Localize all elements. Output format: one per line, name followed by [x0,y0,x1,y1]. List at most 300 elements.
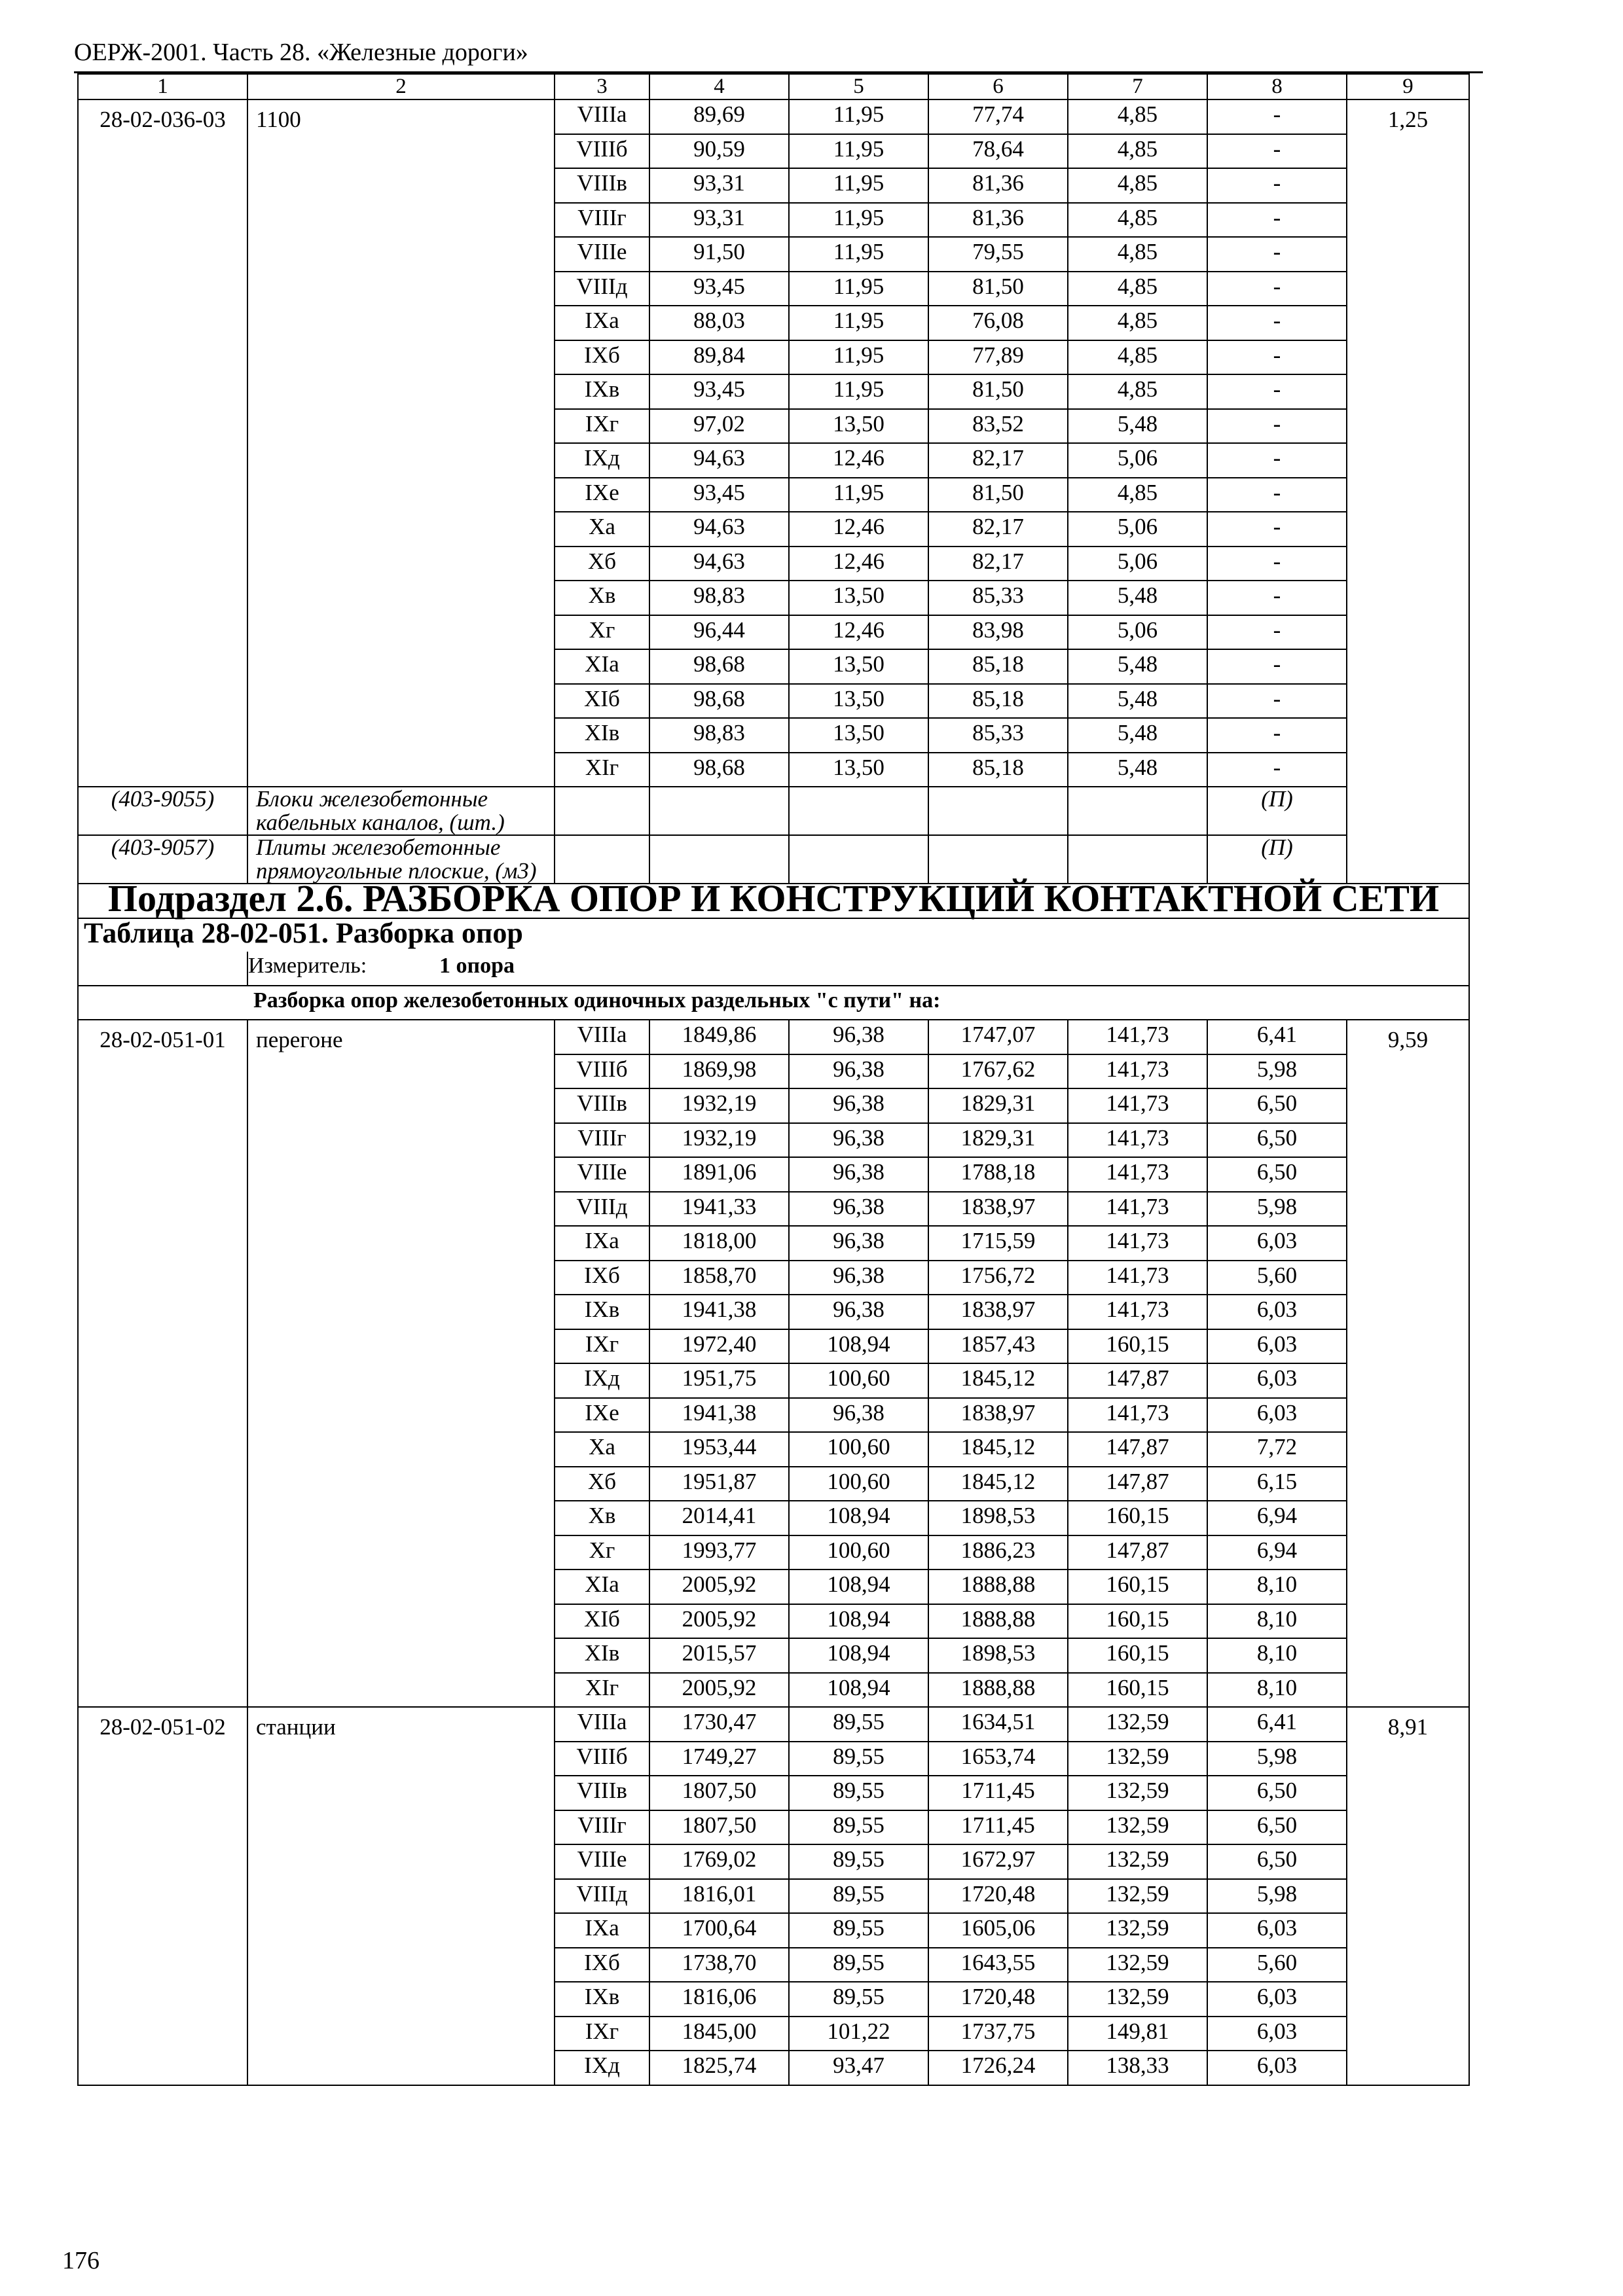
category-cell: XIв [555,1638,649,1673]
value-cell: 11,95 [789,478,928,512]
value-cell: 96,38 [789,1398,928,1433]
value-cell: 81,50 [928,374,1068,409]
value-cell: 96,38 [789,1123,928,1158]
value-cell: 5,48 [1068,409,1207,444]
value-cell: 1767,62 [928,1054,1068,1089]
category-cell: Xа [555,1432,649,1467]
category-cell: IXб [555,340,649,375]
value-cell: 2005,92 [649,1673,789,1708]
value-cell: 5,06 [1068,547,1207,581]
value-cell: 1807,50 [649,1810,789,1845]
value-cell: 100,60 [789,1363,928,1398]
value-cell: 6,03 [1207,1329,1347,1364]
category-cell: Xа [555,512,649,547]
value-cell: 89,55 [789,1948,928,1982]
value-cell: 141,73 [1068,1295,1207,1329]
value-cell: - [1207,684,1347,719]
value-cell: - [1207,649,1347,684]
category-cell: XIб [555,1604,649,1639]
value-cell: 1749,27 [649,1742,789,1776]
value-cell: 89,55 [789,1879,928,1914]
value-cell: 5,48 [1068,649,1207,684]
value-cell: 89,55 [789,1776,928,1810]
value-cell: 160,15 [1068,1638,1207,1673]
value-cell: 2014,41 [649,1501,789,1535]
value-cell: 108,94 [789,1570,928,1604]
value-cell: 12,46 [789,547,928,581]
value-cell: 8,10 [1207,1570,1347,1604]
value-cell: 141,73 [1068,1398,1207,1433]
value-cell: 96,38 [789,1192,928,1227]
category-cell: IXд [555,2051,649,2085]
value-cell: 4,85 [1068,237,1207,272]
value-cell: 4,85 [1068,306,1207,340]
value-cell: 6,03 [1207,1913,1347,1948]
page-header: ОЕРЖ-2001. Часть 28. «Железные дороги» [74,39,528,66]
value-cell: 89,55 [789,1913,928,1948]
value-cell: - [1207,409,1347,444]
value-cell: 5,06 [1068,512,1207,547]
value-cell: 89,55 [789,1810,928,1845]
value-cell: 96,38 [789,1157,928,1192]
value-cell: 1711,45 [928,1810,1068,1845]
value-cell: - [1207,615,1347,650]
column-number: 2 [247,74,555,99]
category-cell: IXа [555,1913,649,1948]
category-cell: IXд [555,443,649,478]
value-cell: 147,87 [1068,1363,1207,1398]
value-cell: 1993,77 [649,1535,789,1570]
value-cell: 141,73 [1068,1261,1207,1295]
value-cell: 6,03 [1207,1982,1347,2017]
category-cell: VIIIа [555,1020,649,1054]
value-cell: 93,45 [649,272,789,306]
value-cell: 6,94 [1207,1535,1347,1570]
category-cell: XIв [555,718,649,753]
category-cell: VIIIг [555,203,649,238]
value-cell: 1845,12 [928,1467,1068,1501]
value-cell: 1845,12 [928,1363,1068,1398]
value-cell: 141,73 [1068,1157,1207,1192]
value-cell: - [1207,374,1347,409]
value-cell: 5,48 [1068,684,1207,719]
table-row [78,99,1469,134]
col9-value: 1,25 [1347,99,1469,884]
value-cell: 78,64 [928,134,1068,169]
value-cell: 85,18 [928,649,1068,684]
value-cell: 81,50 [928,272,1068,306]
category-cell: XIа [555,649,649,684]
category-cell: VIIIб [555,1742,649,1776]
value-cell: 6,50 [1207,1157,1347,1192]
value-cell: 6,41 [1207,1707,1347,1742]
value-cell: 81,36 [928,203,1068,238]
category-cell: XIг [555,1673,649,1708]
value-cell: 5,98 [1207,1054,1347,1089]
value-cell: - [1207,134,1347,169]
value-cell: 12,46 [789,615,928,650]
value-cell: 11,95 [789,168,928,203]
value-cell: 94,63 [649,547,789,581]
value-cell: 1838,97 [928,1295,1068,1329]
note-text: Блоки железобетонные кабельных каналов, (шт.) [247,787,555,835]
value-cell: 1951,75 [649,1363,789,1398]
value-cell: 13,50 [789,649,928,684]
value-cell: 132,59 [1068,1742,1207,1776]
value-cell: 1715,59 [928,1226,1068,1261]
value-cell: 1838,97 [928,1398,1068,1433]
category-cell: VIIIе [555,237,649,272]
value-cell: 83,98 [928,615,1068,650]
empty-cell [789,835,928,884]
work-name: перегоне [247,1020,555,1707]
subsection-row [78,884,1469,918]
value-cell: 11,95 [789,306,928,340]
value-cell: 4,85 [1068,478,1207,512]
value-cell: 132,59 [1068,1707,1207,1742]
value-cell: 1825,74 [649,2051,789,2085]
category-cell: Xг [555,615,649,650]
value-cell: 13,50 [789,409,928,444]
value-cell: 1888,88 [928,1604,1068,1639]
value-cell: 160,15 [1068,1329,1207,1364]
value-cell: 89,69 [649,99,789,134]
value-cell: 4,85 [1068,340,1207,375]
value-cell: 11,95 [789,374,928,409]
norms-table [77,73,1470,2086]
value-cell: 5,48 [1068,581,1207,615]
value-cell: 138,33 [1068,2051,1207,2085]
value-cell: 5,06 [1068,443,1207,478]
value-cell: 160,15 [1068,1570,1207,1604]
value-cell: 132,59 [1068,1810,1207,1845]
value-cell: 1941,38 [649,1398,789,1433]
value-cell: 108,94 [789,1604,928,1639]
value-cell: 82,17 [928,443,1068,478]
value-cell: 89,55 [789,1707,928,1742]
value-cell: 1932,19 [649,1088,789,1123]
value-cell: 13,50 [789,753,928,787]
value-cell: 1953,44 [649,1432,789,1467]
value-cell: 6,03 [1207,2017,1347,2051]
value-cell: 1807,50 [649,1776,789,1810]
note-code: (403-9055) [78,787,247,835]
value-cell: 132,59 [1068,1879,1207,1914]
value-cell: 141,73 [1068,1123,1207,1158]
column-number: 7 [1068,74,1207,99]
column-number: 3 [555,74,649,99]
value-cell: 108,94 [789,1501,928,1535]
value-cell: 85,18 [928,684,1068,719]
value-cell: 141,73 [1068,1054,1207,1089]
empty-cell [789,787,928,835]
category-cell: Xв [555,1501,649,1535]
empty-cell [555,835,649,884]
category-cell: VIIIд [555,1192,649,1227]
value-cell: 96,38 [789,1261,928,1295]
category-cell: VIIIа [555,1707,649,1742]
value-cell: 7,72 [1207,1432,1347,1467]
category-cell: IXб [555,1948,649,1982]
value-cell: 85,18 [928,753,1068,787]
category-cell: Xг [555,1535,649,1570]
value-cell: 89,55 [789,1844,928,1879]
value-cell: 1737,75 [928,2017,1068,2051]
category-cell: Xв [555,581,649,615]
value-cell: 6,50 [1207,1844,1347,1879]
value-cell: 1898,53 [928,1501,1068,1535]
value-cell: 1634,51 [928,1707,1068,1742]
note-mark: (П) [1207,835,1347,884]
value-cell: 77,74 [928,99,1068,134]
category-cell: IXв [555,1295,649,1329]
value-cell: 141,73 [1068,1020,1207,1054]
category-cell: VIIIв [555,1088,649,1123]
value-cell: 2005,92 [649,1604,789,1639]
value-cell: 1972,40 [649,1329,789,1364]
value-cell: 85,33 [928,718,1068,753]
category-cell: XIб [555,684,649,719]
value-cell: 83,52 [928,409,1068,444]
category-cell: VIIIг [555,1810,649,1845]
value-cell: 96,38 [789,1020,928,1054]
value-cell: 1816,06 [649,1982,789,2017]
measure-label: Измеритель: [248,954,367,978]
category-cell: IXе [555,1398,649,1433]
value-cell: 5,98 [1207,1742,1347,1776]
value-cell: 6,94 [1207,1501,1347,1535]
value-cell: 96,44 [649,615,789,650]
rate-code: 28-02-051-02 [78,1707,247,2085]
value-cell: 89,55 [789,1982,928,2017]
value-cell: - [1207,237,1347,272]
value-cell: 97,02 [649,409,789,444]
table-title-row [78,918,1469,952]
value-cell: 90,59 [649,134,789,169]
note-row [78,835,1469,884]
value-cell: 98,68 [649,649,789,684]
value-cell: 1738,70 [649,1948,789,1982]
empty-cell [649,835,789,884]
table-title: Таблица 28-02-051. Разборка опор [78,918,1469,952]
value-cell: 12,46 [789,443,928,478]
value-cell: 4,85 [1068,134,1207,169]
value-cell: 2015,57 [649,1638,789,1673]
value-cell: 1888,88 [928,1673,1068,1708]
value-cell: 79,55 [928,237,1068,272]
value-cell: 8,10 [1207,1673,1347,1708]
value-cell: 6,50 [1207,1776,1347,1810]
value-cell: 1869,98 [649,1054,789,1089]
value-cell: 1941,33 [649,1192,789,1227]
value-cell: 4,85 [1068,272,1207,306]
table-row [78,1707,1469,1742]
measure-spacer [78,952,247,986]
value-cell: 77,89 [928,340,1068,375]
value-cell: 6,15 [1207,1467,1347,1501]
value-cell: 1700,64 [649,1913,789,1948]
value-cell: - [1207,203,1347,238]
value-cell: 94,63 [649,443,789,478]
value-cell: - [1207,99,1347,134]
subsection-title: Подраздел 2.6. РАЗБОРКА ОПОР И КОНСТРУКЦИЙ КОНТАКТНОЙ СЕТИ [78,884,1469,918]
value-cell: 96,38 [789,1226,928,1261]
value-cell: 6,50 [1207,1088,1347,1123]
value-cell: 1720,48 [928,1982,1068,2017]
category-cell: VIIIб [555,134,649,169]
category-cell: VIIIг [555,1123,649,1158]
rate-code: 28-02-036-03 [78,99,247,787]
value-cell: 1747,07 [928,1020,1068,1054]
value-cell: 6,50 [1207,1810,1347,1845]
measure-value: 1 опора [439,954,515,978]
category-cell: IXе [555,478,649,512]
value-cell: 141,73 [1068,1226,1207,1261]
value-cell: 89,84 [649,340,789,375]
note-mark: (П) [1207,787,1347,835]
value-cell: 5,98 [1207,1192,1347,1227]
category-cell: IXб [555,1261,649,1295]
column-number: 9 [1347,74,1469,99]
category-cell: IXг [555,1329,649,1364]
column-number: 1 [78,74,247,99]
category-cell: VIIIд [555,272,649,306]
column-number: 5 [789,74,928,99]
empty-cell [649,787,789,835]
value-cell: 13,50 [789,581,928,615]
category-cell: IXд [555,1363,649,1398]
value-cell: 1788,18 [928,1157,1068,1192]
category-cell: XIа [555,1570,649,1604]
value-cell: 1951,87 [649,1467,789,1501]
value-cell: 98,68 [649,684,789,719]
category-cell: VIIIе [555,1844,649,1879]
value-cell: 4,85 [1068,374,1207,409]
value-cell: 108,94 [789,1638,928,1673]
work-description: Разборка опор железобетонных одиночных раздельных "с пути" на: [78,986,1469,1020]
category-cell: VIIIб [555,1054,649,1089]
note-code: (403-9057) [78,835,247,884]
empty-cell [555,787,649,835]
value-cell: 5,98 [1207,1879,1347,1914]
value-cell: 1653,74 [928,1742,1068,1776]
value-cell: 89,55 [789,1742,928,1776]
value-cell: 6,03 [1207,1398,1347,1433]
value-cell: 82,17 [928,512,1068,547]
value-cell: 82,17 [928,547,1068,581]
value-cell: 11,95 [789,99,928,134]
value-cell: 11,95 [789,134,928,169]
value-cell: 4,85 [1068,203,1207,238]
value-cell: - [1207,547,1347,581]
value-cell: 149,81 [1068,2017,1207,2051]
col9-value: 8,91 [1347,1707,1469,2085]
value-cell: 11,95 [789,340,928,375]
value-cell: 1769,02 [649,1844,789,1879]
value-cell: 1849,86 [649,1020,789,1054]
category-cell: VIIIд [555,1879,649,1914]
value-cell: 4,85 [1068,99,1207,134]
column-number: 8 [1207,74,1347,99]
value-cell: 94,63 [649,512,789,547]
value-cell: 1857,43 [928,1329,1068,1364]
value-cell: 1888,88 [928,1570,1068,1604]
value-cell: 1756,72 [928,1261,1068,1295]
value-cell: 1845,00 [649,2017,789,2051]
column-number: 6 [928,74,1068,99]
value-cell: 132,59 [1068,1776,1207,1810]
value-cell: 160,15 [1068,1604,1207,1639]
value-cell: 6,03 [1207,1295,1347,1329]
category-cell: IXа [555,1226,649,1261]
value-cell: 1720,48 [928,1879,1068,1914]
value-cell: 93,31 [649,168,789,203]
value-cell: 101,22 [789,2017,928,2051]
category-cell: IXг [555,409,649,444]
category-cell: VIIIе [555,1157,649,1192]
value-cell: 147,87 [1068,1432,1207,1467]
category-cell: XIг [555,753,649,787]
value-cell: - [1207,340,1347,375]
value-cell: 1829,31 [928,1088,1068,1123]
value-cell: 76,08 [928,306,1068,340]
value-cell: 1845,12 [928,1432,1068,1467]
category-cell: IXа [555,306,649,340]
value-cell: - [1207,272,1347,306]
value-cell: - [1207,718,1347,753]
value-cell: 6,03 [1207,1226,1347,1261]
value-cell: 1816,01 [649,1879,789,1914]
value-cell: - [1207,478,1347,512]
value-cell: 132,59 [1068,1982,1207,2017]
empty-cell [1068,787,1207,835]
category-cell: VIIIв [555,168,649,203]
category-cell: Xб [555,1467,649,1501]
category-cell: IXв [555,1982,649,2017]
value-cell: 12,46 [789,512,928,547]
value-cell: 132,59 [1068,1844,1207,1879]
value-cell: 108,94 [789,1329,928,1364]
value-cell: 100,60 [789,1467,928,1501]
value-cell: 6,03 [1207,2051,1347,2085]
value-cell: 147,87 [1068,1535,1207,1570]
category-cell: IXв [555,374,649,409]
value-cell: - [1207,512,1347,547]
column-number-row [78,74,1469,99]
value-cell: 5,48 [1068,718,1207,753]
value-cell: 147,87 [1068,1467,1207,1501]
value-cell: 1829,31 [928,1123,1068,1158]
col9-value: 9,59 [1347,1020,1469,1707]
value-cell: 6,03 [1207,1363,1347,1398]
note-text: Плиты железобетонные прямоугольные плоские, (м3) [247,835,555,884]
value-cell: 160,15 [1068,1501,1207,1535]
value-cell: 160,15 [1068,1673,1207,1708]
value-cell: 11,95 [789,272,928,306]
value-cell: 98,83 [649,718,789,753]
category-cell: VIIIв [555,1776,649,1810]
empty-cell [1068,835,1207,884]
value-cell: 81,50 [928,478,1068,512]
work-name: 1100 [247,99,555,787]
value-cell: 93,45 [649,478,789,512]
value-cell: 1941,38 [649,1295,789,1329]
value-cell: - [1207,443,1347,478]
value-cell: 1711,45 [928,1776,1068,1810]
value-cell: 98,83 [649,581,789,615]
value-cell: 1818,00 [649,1226,789,1261]
value-cell: 13,50 [789,718,928,753]
